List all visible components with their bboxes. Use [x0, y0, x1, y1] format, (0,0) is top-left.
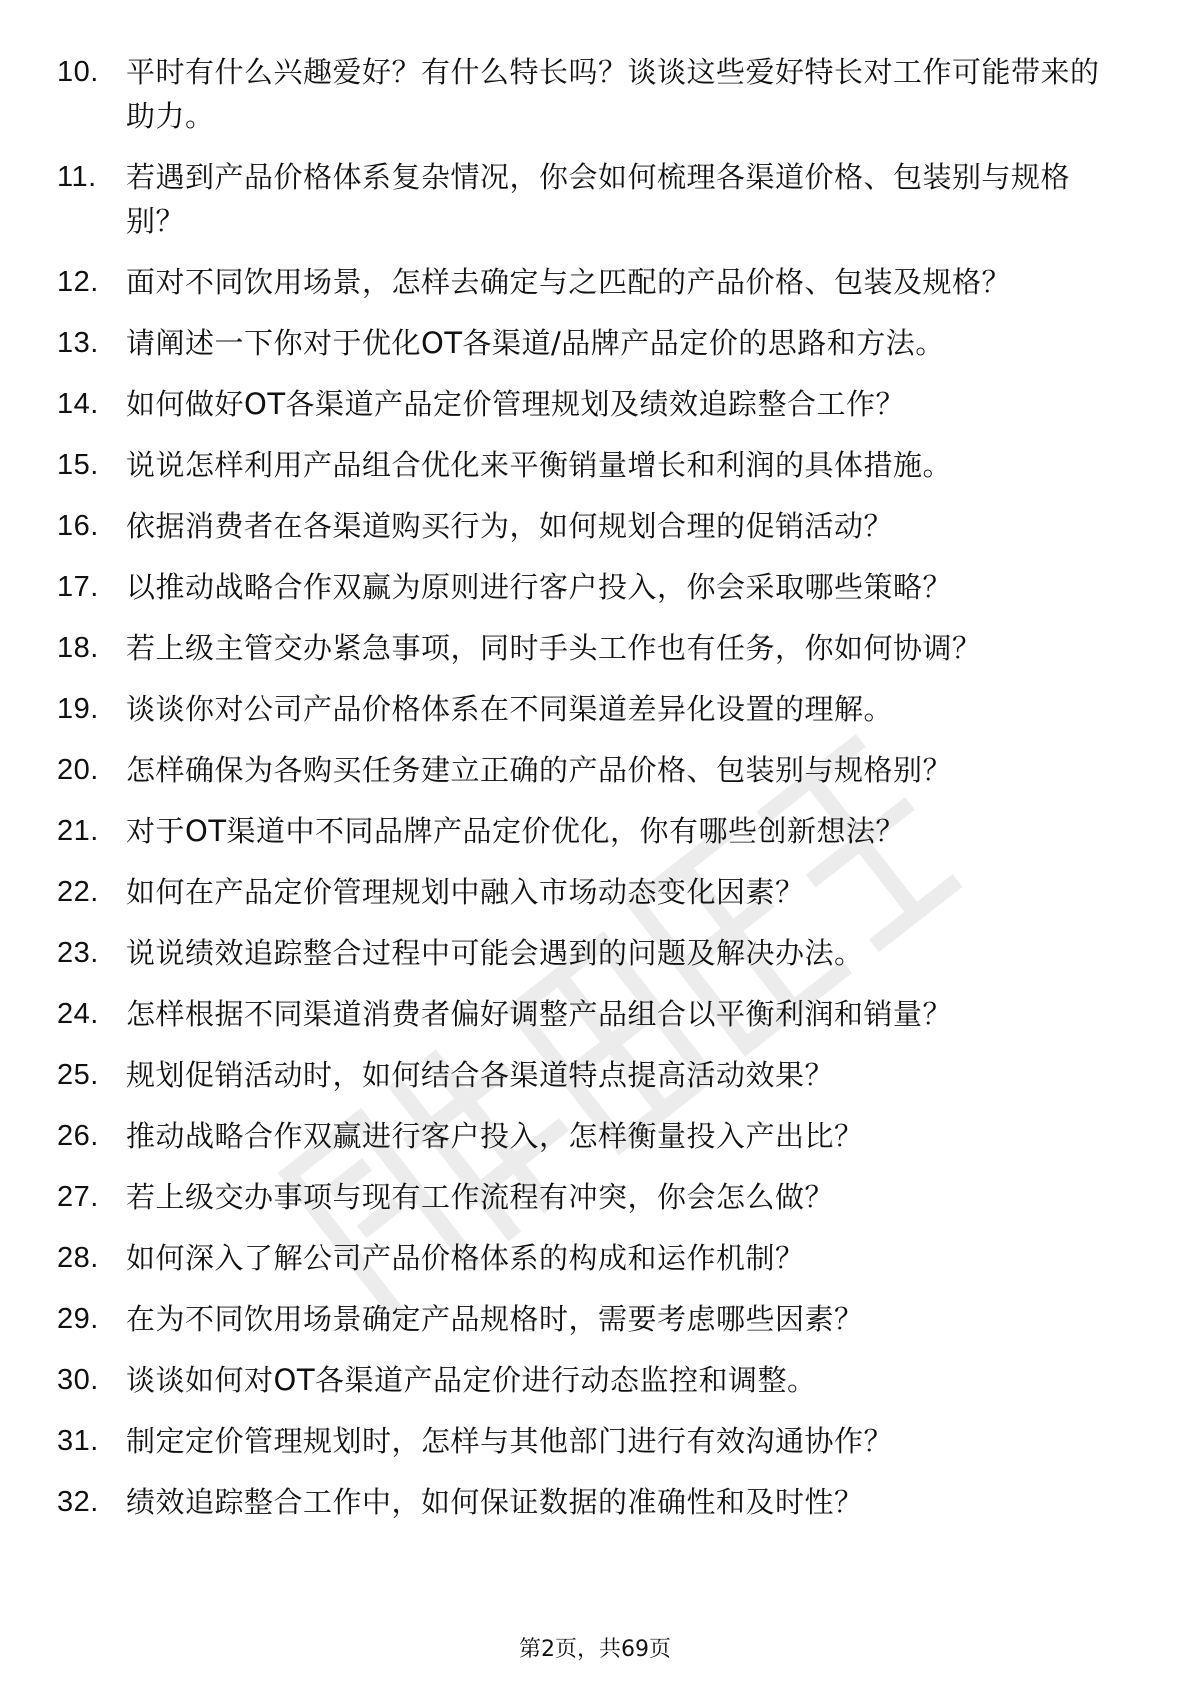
question-number: 19.	[57, 693, 99, 725]
question-number: 17.	[57, 571, 99, 603]
question-number: 23.	[57, 937, 99, 969]
question-number: 28.	[57, 1242, 99, 1274]
question-text: 若上级主管交办紧急事项，同时手头工作也有任务，你如何协调？	[126, 631, 982, 665]
question-number: 12.	[57, 266, 99, 298]
question-item	[0, 382, 1190, 426]
question-number: 15.	[57, 449, 99, 481]
question-item	[0, 260, 1190, 304]
question-item	[0, 992, 1190, 1036]
question-text: 规划促销活动时，如何结合各渠道特点提高活动效果？	[126, 1058, 835, 1092]
question-text: 对于OT渠道中不同品牌产品定价优化，你有哪些创新想法？	[126, 814, 906, 848]
question-item	[0, 321, 1190, 365]
question-text: 若上级交办事项与现有工作流程有冲突，你会怎么做？	[126, 1180, 835, 1214]
question-number: 20.	[57, 754, 99, 786]
question-item	[0, 687, 1190, 731]
question-item	[0, 870, 1190, 914]
question-number: 32.	[57, 1486, 99, 1518]
question-number: 10.	[57, 56, 99, 88]
question-item	[0, 1236, 1190, 1280]
question-number: 22.	[57, 876, 99, 908]
page-footer	[0, 1632, 1190, 1663]
question-text: 怎样确保为各购买任务建立正确的产品价格、包装别与规格别？	[126, 753, 953, 787]
question-number: 30.	[57, 1364, 99, 1396]
question-number: 18.	[57, 632, 99, 664]
question-item	[0, 50, 1190, 138]
question-number: 24.	[57, 998, 99, 1030]
question-number: 21.	[57, 815, 99, 847]
question-text: 如何做好OT各渠道产品定价管理规划及绩效追踪整合工作？	[126, 387, 906, 421]
question-item	[0, 155, 1190, 243]
question-text: 如何在产品定价管理规划中融入市场动态变化因素？	[126, 875, 805, 909]
question-item	[0, 1297, 1190, 1341]
page-number-label: 第2页，共69页	[519, 1637, 671, 1662]
question-item	[0, 1480, 1190, 1524]
question-text: 推动战略合作双赢进行客户投入，怎样衡量投入产出比？	[126, 1119, 864, 1153]
question-item	[0, 1175, 1190, 1219]
question-text: 说说怎样利用产品组合优化来平衡销量增长和利润的具体措施。	[126, 448, 953, 482]
question-number: 31.	[57, 1425, 99, 1457]
question-text: 若遇到产品价格体系复杂情况，你会如何梳理各渠道价格、包装别与规格别？	[126, 160, 1071, 238]
question-item	[0, 565, 1190, 609]
question-text: 请阐述一下你对于优化OT各渠道/品牌产品定价的思路和方法。	[126, 326, 945, 360]
question-number: 11.	[57, 161, 97, 193]
question-item	[0, 931, 1190, 975]
question-text: 平时有什么兴趣爱好？有什么特长吗？谈谈这些爱好特长对工作可能带来的助力。	[126, 55, 1100, 133]
question-item	[0, 504, 1190, 548]
question-text: 绩效追踪整合工作中，如何保证数据的准确性和及时性？	[126, 1485, 864, 1519]
question-number: 26.	[57, 1120, 99, 1152]
question-text: 谈谈如何对OT各渠道产品定价进行动态监控和调整。	[126, 1363, 817, 1397]
question-item	[0, 1053, 1190, 1097]
question-number: 25.	[57, 1059, 99, 1091]
question-text: 如何深入了解公司产品价格体系的构成和运作机制？	[126, 1241, 805, 1275]
question-text: 在为不同饮用场景确定产品规格时，需要考虑哪些因素？	[126, 1302, 864, 1336]
question-item	[0, 1358, 1190, 1402]
question-number: 16.	[57, 510, 99, 542]
question-text: 怎样根据不同渠道消费者偏好调整产品组合以平衡利润和销量？	[126, 997, 953, 1031]
question-text: 面对不同饮用场景，怎样去确定与之匹配的产品价格、包装及规格？	[126, 265, 1012, 299]
question-item	[0, 1114, 1190, 1158]
question-text: 说说绩效追踪整合过程中可能会遇到的问题及解决办法。	[126, 936, 864, 970]
question-text: 以推动战略合作双赢为原则进行客户投入，你会采取哪些策略？	[126, 570, 953, 604]
question-number: 14.	[57, 388, 99, 420]
question-text: 谈谈你对公司产品价格体系在不同渠道差异化设置的理解。	[126, 692, 894, 726]
question-number: 13.	[57, 327, 99, 359]
question-item	[0, 626, 1190, 670]
question-list	[0, 50, 1190, 1541]
question-text: 制定定价管理规划时，怎样与其他部门进行有效沟通协作？	[126, 1424, 894, 1458]
question-item	[0, 443, 1190, 487]
question-text: 依据消费者在各渠道购买行为，如何规划合理的促销活动？	[126, 509, 894, 543]
question-item	[0, 809, 1190, 853]
question-number: 27.	[57, 1181, 99, 1213]
question-number: 29.	[57, 1303, 99, 1335]
question-item	[0, 1419, 1190, 1463]
question-item	[0, 748, 1190, 792]
